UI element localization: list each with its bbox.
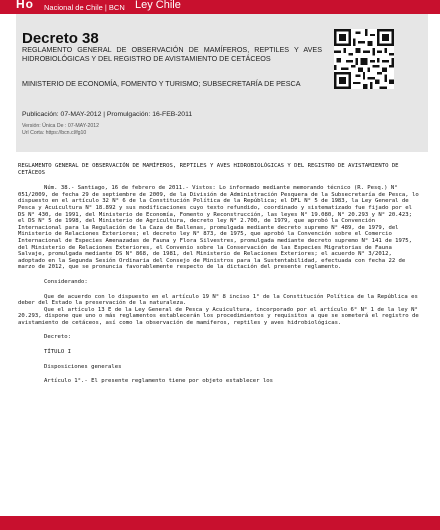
- version-label: Versión: Única De : 07-MAY-2012: [22, 123, 99, 129]
- bcn-label: Nacional de Chile | BCN: [44, 3, 125, 12]
- document-title: Decreto 38: [22, 30, 99, 47]
- document-body: [18, 163, 422, 385]
- issuing-organization: MINISTERIO DE ECONOMÍA, FOMENTO Y TURISMO; SUBSECRETARÍA DE PESCA: [22, 79, 301, 88]
- publication-dates: Publicación: 07-MAY-2012 | Promulgación: 16-FEB-2011: [22, 111, 193, 118]
- body-heading: REGLAMENTO GENERAL DE OBSERVACIÓN DE MAMÍFEROS, REPTILES Y AVES HIDROBIOLÓGICAS Y DEL REGISTRO DE AVISTAMIENTO DE CETÁCEOS: [18, 163, 399, 176]
- decreto-label: Decreto:: [44, 334, 71, 341]
- site-label[interactable]: Ley Chile: [135, 0, 181, 11]
- document-meta: [22, 123, 99, 137]
- considerando-paragraph-2: Que el artículo 13 E de la Ley General de Pesca y Acuicultura, incorporado por el artículo 6° N° 1 de la ley N° 20.293, dispone que uno o más reglamentos establecerán los procedimientos y requisitos a que se someterá el registro de avistamiento de cetáceos, así como la observación de mamíferos, reptiles y aves hidrobiológicas.: [18, 306, 419, 326]
- disposiciones-heading: Disposiciones generales: [44, 363, 122, 370]
- vistos-paragraph: Núm. 38.- Santiago, 16 de febrero de 2011.- Vistos: Lo informado mediante memorando técnico (R. Pesq.) N° 051/2009, de fecha 29 de septiembre de 2009, de la División de Administración Pesquera de la Subsecretaría de Pesca, lo dispuesto en el artículo 32 N° 6 de la Constitución Política de la República; el DFL N° 5 de 1983, la Ley General de Pesca y Acuicultura N° 18.892 y sus modificaciones cuyo texto refundido, coordinado y sistematizado fue fijado por el DS N° 430, de 1991, del Ministerio de Economía, Fomento y Reconstrucción, las leyes N° 19.080, N° 20.293 y N° 20.423; el DS N° 5 de 1998, del Ministerio de Agricultura, decreto ley N° 2.700, de 1979, que aprobó la Convención Internacional para la Regulación de la Caza de Ballenas, promulgada mediante decreto supremo N° 489, de 1979, del Ministerio de Relaciones Exteriores; el decreto ley N° 873, de 1975, que aprobó la Convención sobre el Comercio Internacional de Especies Amenazadas de Fauna y Flora Silvestres, promulgada mediante decreto supremo N° 141 de 1975, del Ministerio de Relaciones Exteriores, el Convenio sobre la Conservación de las Especies Migratorias de Fauna Salvaje, promulgada mediante DS N° 868, de 1981, del Ministerio de Relaciones Exteriores; el acuerdo N° 3/2012, adoptado en la Segunda Sesión Ordinaria del Consejo de Ministros para la Sustentabilidad, efectuada con fecha 22 de marzo de 2012, que se pronuncia favorablemente respecto de la dictación del presente reglamento.: [18, 185, 419, 271]
- considerando-label: Considerando:: [44, 278, 88, 285]
- articulo-1: Artículo 1°.- El presente reglamento tiene por objeto establecer los: [44, 378, 274, 385]
- short-url[interactable]: Url Corta: https://bcn.cl/fg10: [22, 130, 87, 136]
- bcn-logo: Ho: [16, 0, 34, 11]
- considerando-paragraph-1: Que de acuerdo con lo dispuesto en el artículo 19 N° 8 inciso 1° de la Constitución Política de la República es deber del Estado la preservación de la naturaleza.: [18, 293, 418, 307]
- document-header: [16, 14, 428, 152]
- titulo-heading: TÍTULO I: [44, 349, 71, 356]
- top-banner: [0, 0, 440, 14]
- bottom-banner: [0, 516, 440, 530]
- qr-code-icon[interactable]: [334, 28, 394, 90]
- document-subtitle: REGLAMENTO GENERAL DE OBSERVACIÓN DE MAMÍFEROS, REPTILES Y AVES HIDROBIOLÓGICAS Y DEL REGISTRO DE AVISTAMIENTO DE CETÁCEOS: [22, 45, 322, 63]
